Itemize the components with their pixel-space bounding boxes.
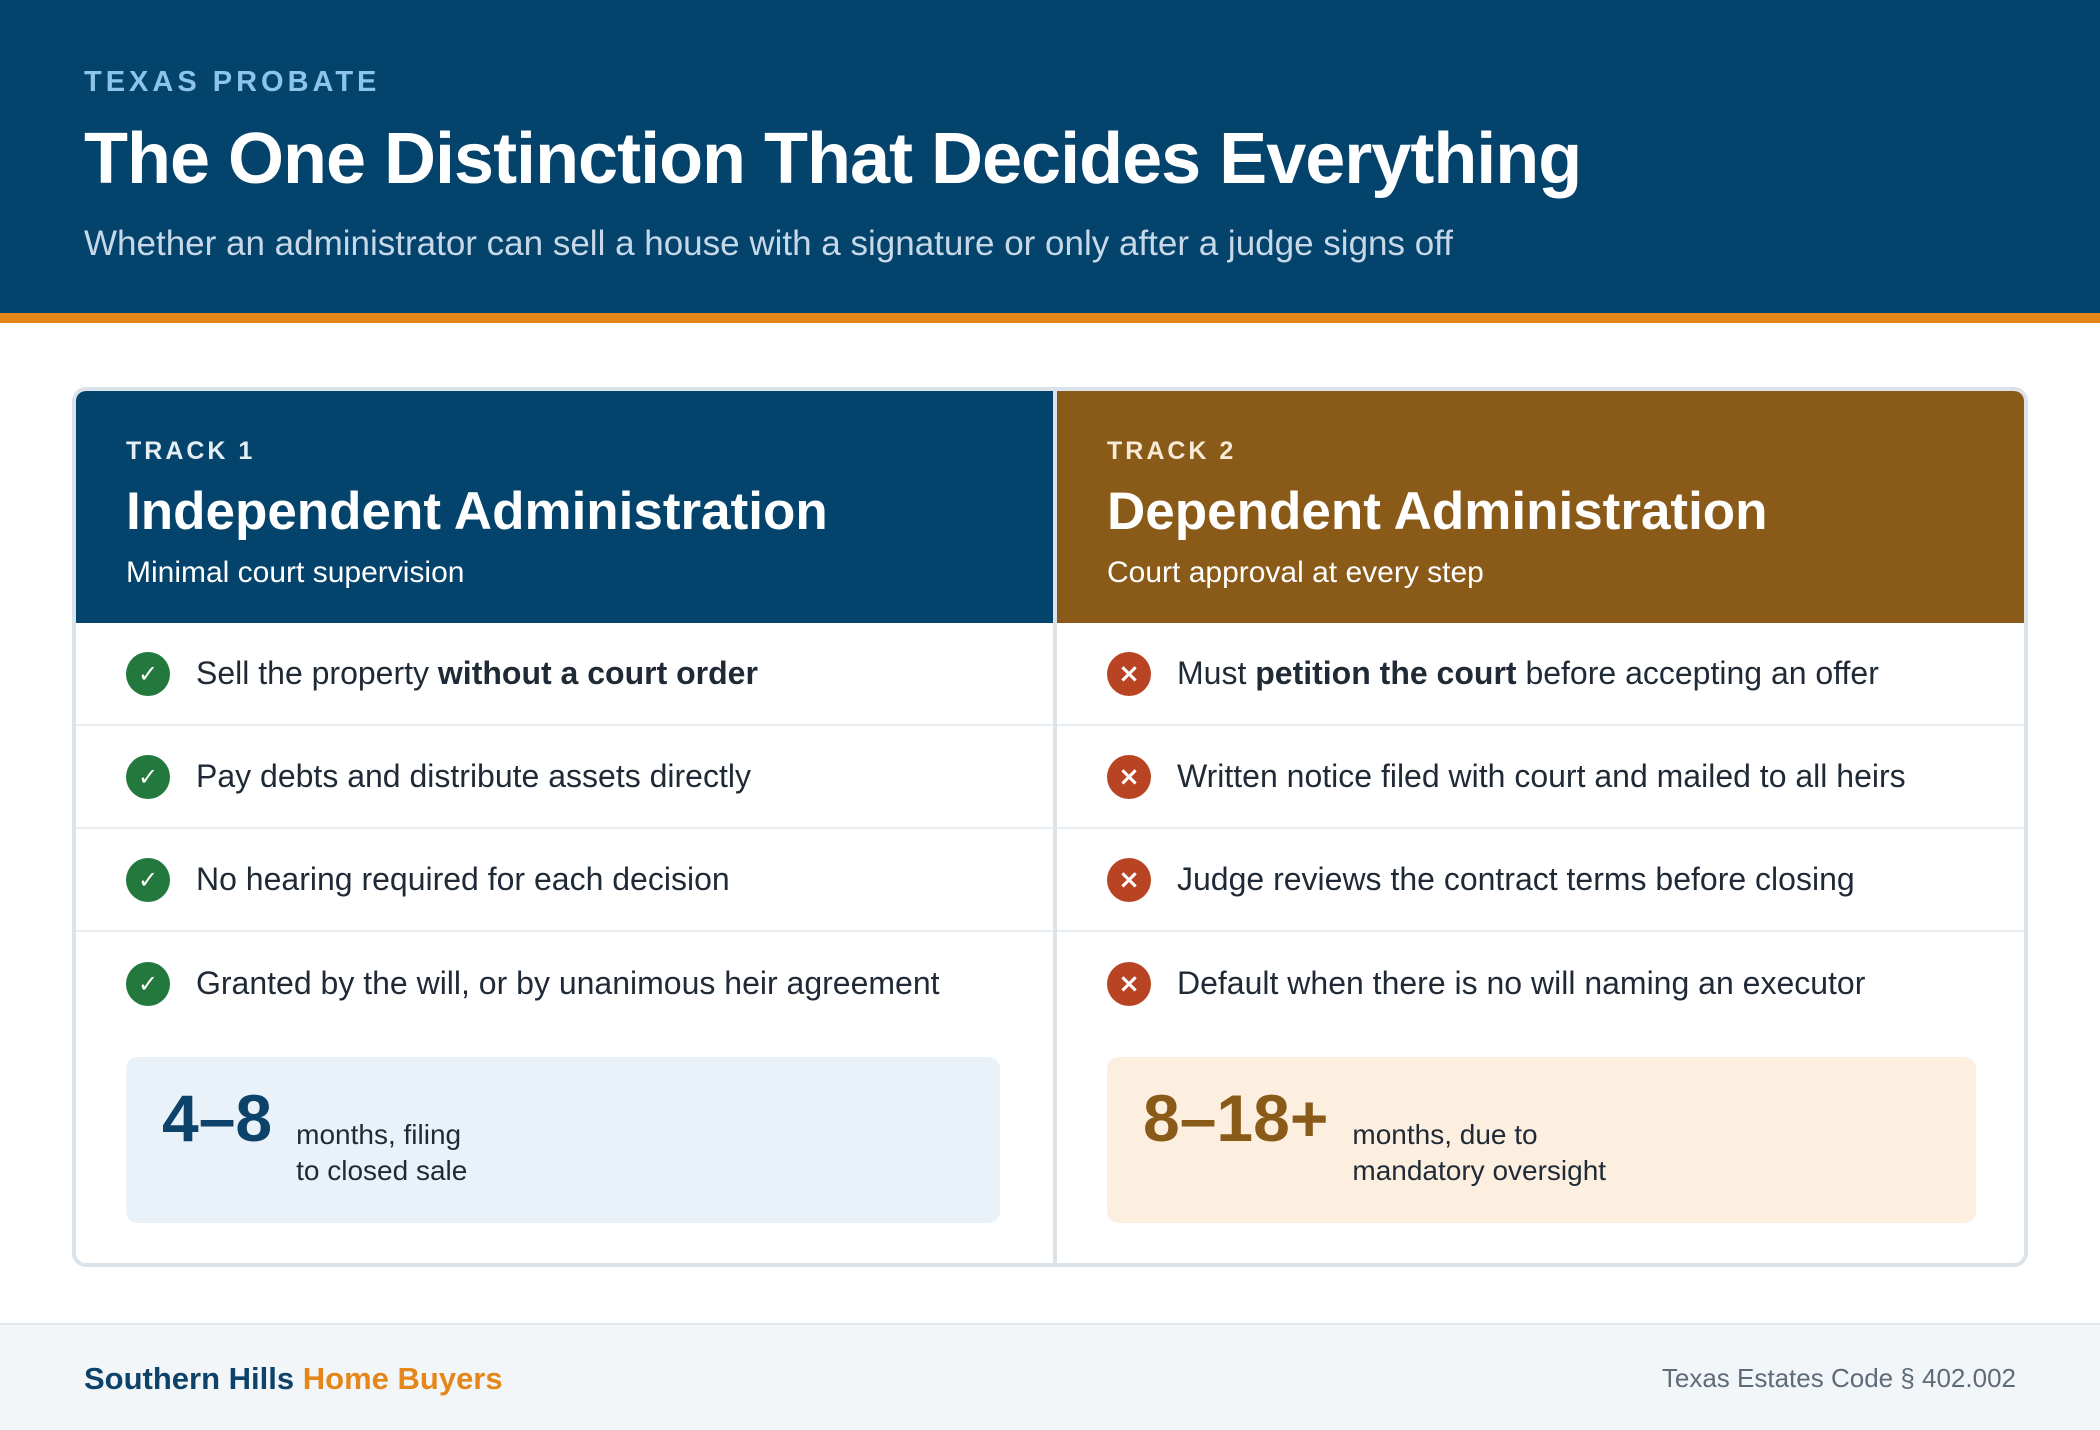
check-icon: ✓ xyxy=(126,755,170,799)
track-title: Independent Administration xyxy=(126,482,828,541)
page-subtitle: Whether an administrator can sell a house with a signature or only after a judge signs off xyxy=(84,224,1453,263)
x-icon: × xyxy=(1107,652,1151,696)
timeline-description: months, filing to closed sale xyxy=(296,1119,468,1186)
item-text: Written notice filed with court and mailed to all heirs xyxy=(1177,758,1906,794)
track-subtitle: Minimal court supervision xyxy=(126,556,465,589)
item-text: Sell the property without a court order xyxy=(196,655,758,691)
check-icon: ✓ xyxy=(126,962,170,1006)
check-icon: ✓ xyxy=(126,858,170,902)
track-header xyxy=(76,391,1053,623)
comparison-card xyxy=(72,387,2028,1267)
item-text: Default when there is no will naming an executor xyxy=(1177,965,1866,1001)
list-item xyxy=(1057,932,2024,1035)
track-label: TRACK 2 xyxy=(1107,437,1237,465)
track-item-list xyxy=(76,623,1053,1035)
x-icon: × xyxy=(1107,962,1151,1006)
list-item xyxy=(76,623,1053,726)
track-independent xyxy=(76,391,1053,1263)
track-title: Dependent Administration xyxy=(1107,482,1768,541)
timeline-description: months, due to mandatory oversight xyxy=(1352,1119,1607,1186)
page-title: The One Distinction That Decides Everything xyxy=(84,119,1582,199)
x-icon: × xyxy=(1107,858,1151,902)
track-header xyxy=(1057,391,2024,623)
x-icon: × xyxy=(1107,755,1151,799)
list-item xyxy=(76,932,1053,1035)
timeline-stat-box xyxy=(1107,1057,1976,1223)
list-item xyxy=(1057,726,2024,829)
track-item-list xyxy=(1057,623,2024,1035)
timeline-value: 8–18+ xyxy=(1143,1081,1329,1155)
timeline-value: 4–8 xyxy=(162,1081,273,1155)
item-text: Must petition the court before accepting an offer xyxy=(1177,655,1879,691)
list-item xyxy=(76,829,1053,932)
track-dependent xyxy=(1057,391,2024,1263)
item-text: Judge reviews the contract terms before closing xyxy=(1177,861,1855,897)
footer xyxy=(0,1323,2100,1430)
brand-logo: Southern Hills Home Buyers xyxy=(84,1361,503,1396)
item-text: Pay debts and distribute assets directly xyxy=(196,758,751,794)
track-subtitle: Court approval at every step xyxy=(1107,556,1484,589)
item-text: No hearing required for each decision xyxy=(196,861,730,897)
header-accent-rule xyxy=(0,313,2100,323)
eyebrow-label: TEXAS PROBATE xyxy=(84,66,381,98)
legal-citation: Texas Estates Code § 402.002 xyxy=(1661,1363,2016,1393)
header-banner xyxy=(0,0,2100,313)
track-label: TRACK 1 xyxy=(126,437,256,465)
timeline-stat-box xyxy=(126,1057,1000,1223)
list-item xyxy=(1057,829,2024,932)
list-item xyxy=(1057,623,2024,726)
item-text: Granted by the will, or by unanimous heir agreement xyxy=(196,965,940,1001)
check-icon: ✓ xyxy=(126,652,170,696)
list-item xyxy=(76,726,1053,829)
